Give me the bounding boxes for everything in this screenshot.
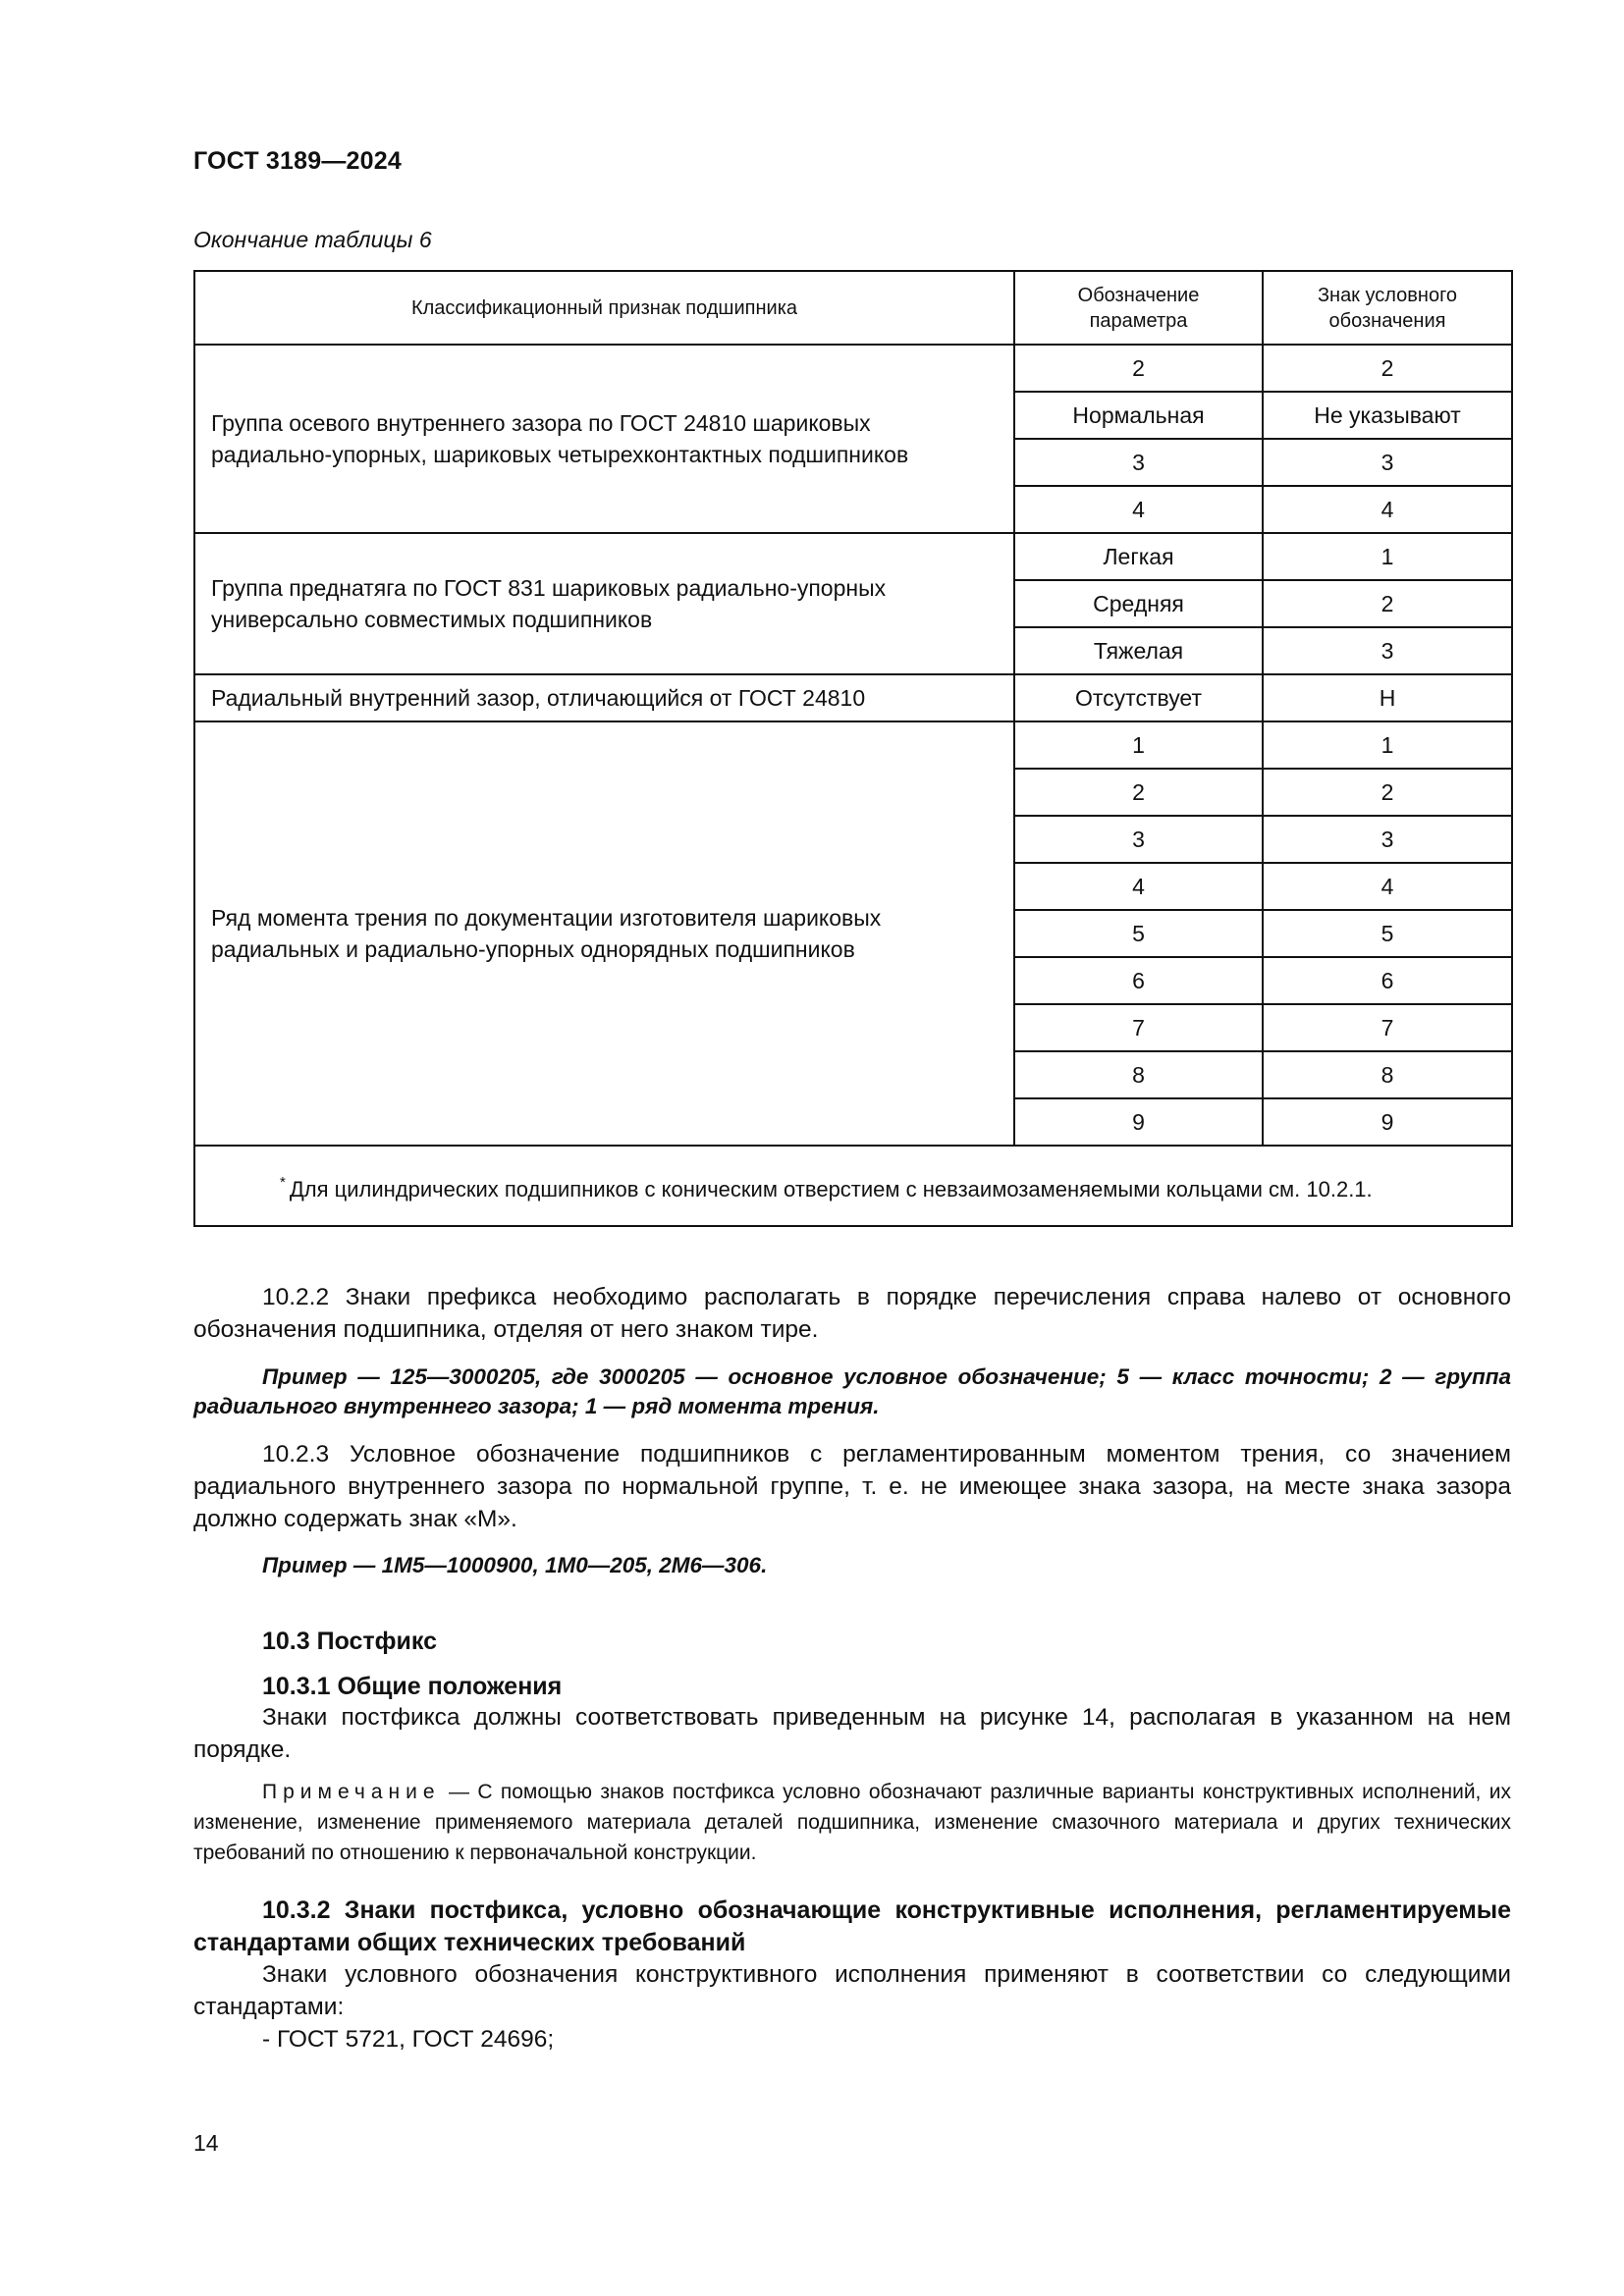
sign-cell: 1	[1263, 721, 1512, 769]
feature-line: универсально совместимых подшипников	[211, 607, 653, 632]
table-row	[194, 674, 1512, 721]
header-param-line1: Обозначение	[1077, 284, 1200, 306]
list-item: - ГОСТ 5721, ГОСТ 24696;	[262, 2026, 555, 2053]
sign-cell: 2	[1263, 580, 1512, 627]
sign-cell: 8	[1263, 1051, 1512, 1098]
heading-10-3-1: 10.3.1 Общие положения	[262, 1673, 563, 1700]
param-cell: Легкая	[1014, 533, 1263, 580]
page-number: 14	[193, 2130, 219, 2156]
paragraph-10-2-2: 10.2.2 Знаки префикса необходимо располагать в порядке перечисления справа налево от основного обозначения подшипника, отделяя от него знаком тире.	[193, 1284, 1511, 1343]
param-cell: 9	[1014, 1098, 1263, 1146]
sign-cell: 3	[1263, 439, 1512, 486]
sign-cell: Не указывают	[1263, 392, 1512, 439]
header-sign	[1263, 271, 1512, 345]
feature-cell-friction-torque	[194, 721, 1014, 1146]
sign-cell: 6	[1263, 957, 1512, 1004]
header-feature: Классификационный признак подшипника	[194, 271, 1014, 345]
feature-line: Группа осевого внутреннего зазора по ГОСТ 24810 шариковых	[211, 410, 871, 436]
param-cell: Отсутствует	[1014, 674, 1263, 721]
param-cell: Средняя	[1014, 580, 1263, 627]
document-header: ГОСТ 3189—2024	[193, 147, 402, 175]
header-sign-line1: Знак условного	[1317, 284, 1458, 306]
header-param	[1014, 271, 1263, 345]
note	[193, 1777, 1511, 1868]
header-sign-line2: обозначения	[1328, 309, 1446, 332]
feature-line: Группа преднатяга по ГОСТ 831 шариковых радиально-упорных	[211, 575, 887, 601]
sign-cell: Н	[1263, 674, 1512, 721]
param-cell: 2	[1014, 345, 1263, 392]
param-cell: Нормальная	[1014, 392, 1263, 439]
table-row	[194, 721, 1512, 769]
feature-cell-axial-clearance	[194, 345, 1014, 533]
paragraph-10-3-1: Знаки постфикса должны соответствовать приведенным на рисунке 14, располагая в указанном на нем порядке.	[193, 1704, 1511, 1763]
param-cell: 3	[1014, 439, 1263, 486]
note-label: Примечание	[262, 1781, 441, 1803]
feature-line: Ряд момента трения по документации изготовителя шариковых	[211, 905, 882, 931]
sign-cell: 4	[1263, 486, 1512, 533]
header-param-line2: параметра	[1089, 309, 1188, 332]
sign-cell: 1	[1263, 533, 1512, 580]
sign-cell: 3	[1263, 816, 1512, 863]
param-cell: 8	[1014, 1051, 1263, 1098]
classification-table	[193, 270, 1513, 1227]
sign-cell: 2	[1263, 345, 1512, 392]
table-row	[194, 533, 1512, 580]
table-header-row	[194, 271, 1512, 345]
sign-cell: 9	[1263, 1098, 1512, 1146]
feature-cell-preload	[194, 533, 1014, 674]
param-cell: 7	[1014, 1004, 1263, 1051]
footnote-text: Для цилиндрических подшипников с коническим отверстием с невзаимозаменяемыми кольцами см. 10.2.1.	[289, 1176, 1373, 1201]
note-text: — С помощью знаков постфикса условно обозначают различные варианты конструктивных исполнений, их изменение, изменение применяемого материала деталей подшипника, изменение смазочного материала и других технических требований по отношению к первоначальной конструкции.	[193, 1781, 1511, 1864]
sign-cell: 7	[1263, 1004, 1512, 1051]
sign-cell: 4	[1263, 863, 1512, 910]
sign-cell: 3	[1263, 627, 1512, 674]
feature-cell-radial-clearance: Радиальный внутренний зазор, отличающийся от ГОСТ 24810	[194, 674, 1014, 721]
param-cell: Тяжелая	[1014, 627, 1263, 674]
table-row	[194, 345, 1512, 392]
footnote-mark: *	[280, 1173, 286, 1191]
heading-10-3-2: 10.3.2 Знаки постфикса, условно обозначающие конструктивные исполнения, регламентируемые стандартами общих технических требований	[193, 1896, 1511, 1956]
param-cell: 4	[1014, 486, 1263, 533]
heading-10-3: 10.3 Постфикс	[262, 1628, 437, 1655]
sign-cell: 5	[1263, 910, 1512, 957]
paragraph-10-2-3: 10.2.3 Условное обозначение подшипников с регламентированным моментом трения, со значением радиального внутреннего зазора по нормальной группе, т. е. не имеющее знака зазора, на месте знака зазора должно содержать знак «М».	[193, 1441, 1511, 1532]
feature-line: радиальных и радиально-упорных однорядных подшипников	[211, 936, 855, 962]
paragraph-10-3-2: Знаки условного обозначения конструктивного исполнения применяют в соответствии со следующими стандартами:	[193, 1961, 1511, 2020]
feature-line: радиально-упорных, шариковых четырехконтактных подшипников	[211, 442, 909, 467]
example-1: Пример — 125—3000205, где 3000205 — основное условное обозначение; 5 — класс точности; 2 — группа радиального внутреннего зазора; 1 — ряд момента трения.	[193, 1364, 1511, 1418]
table-footnote-row	[194, 1146, 1512, 1226]
example-2: Пример — 1М5—1000900, 1М0—205, 2М6—306.	[262, 1553, 768, 1577]
param-cell: 6	[1014, 957, 1263, 1004]
table-footnote	[194, 1146, 1512, 1226]
sign-cell: 2	[1263, 769, 1512, 816]
table-caption: Окончание таблицы 6	[193, 227, 432, 252]
param-cell: 2	[1014, 769, 1263, 816]
param-cell: 4	[1014, 863, 1263, 910]
param-cell: 1	[1014, 721, 1263, 769]
param-cell: 5	[1014, 910, 1263, 957]
param-cell: 3	[1014, 816, 1263, 863]
